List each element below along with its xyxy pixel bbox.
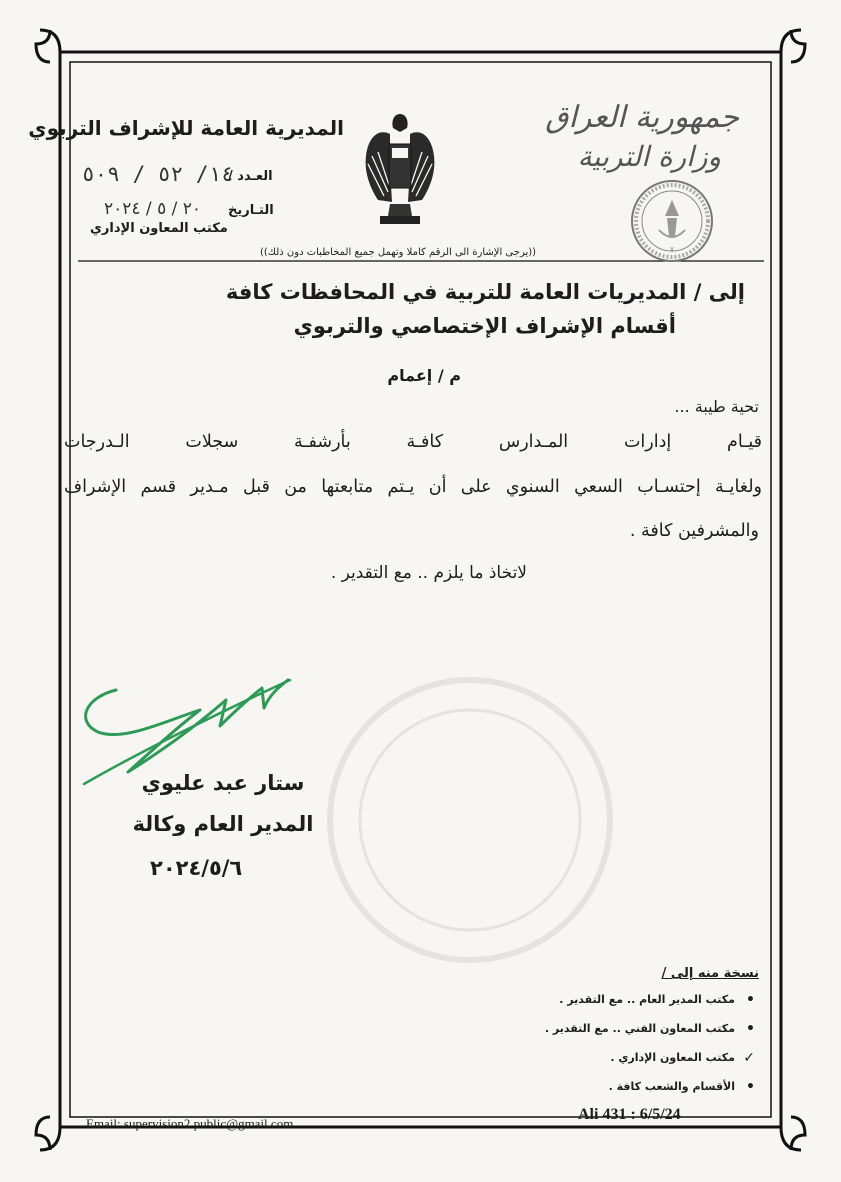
- list-item: • الأقسام والشعب كافة .: [608, 1079, 755, 1095]
- subject-line: م / إعمام: [387, 366, 461, 385]
- watermark-seal-icon: [330, 680, 610, 960]
- checkmark-icon: ✓: [743, 1050, 755, 1066]
- ministry-seal-icon: [629, 178, 715, 264]
- date-label: التـاريخ: [228, 203, 274, 218]
- body-line-2: ولغايـة إحتسـاب السعي السنوي على أن يـتم متابعتها من قبل مـدير قسم الإشراف: [64, 477, 762, 497]
- footer-reference: Ali 431 : 6/5/24: [578, 1106, 681, 1123]
- list-item: • مكتب المدير العام .. مع التقدير .: [559, 992, 755, 1008]
- directorate-title: المديرية العامة للإشراف التربوي: [28, 116, 344, 140]
- body-line-3: والمشرفين كافة .: [629, 521, 759, 541]
- copies-title: نسخة منه إلى /: [661, 966, 759, 981]
- bullet-icon: •: [746, 1021, 755, 1037]
- ministry-title: وزارة التربية: [577, 140, 721, 173]
- signer-name: ستار عبد عليوي: [141, 771, 305, 795]
- list-item: ✓ مكتب المعاون الإداري .: [610, 1050, 755, 1066]
- number-label: العـدد /: [228, 169, 273, 184]
- eagle-emblem-icon: [360, 108, 440, 230]
- signature-date: ٢٠٢٤/٥/٦: [150, 856, 243, 880]
- svg-text:٧: ٧: [669, 245, 675, 254]
- bullet-icon: •: [746, 1079, 755, 1095]
- recipient-line: إلى / المديريات العامة للتربية في المحافظات كافة: [225, 280, 745, 304]
- signer-title: المدير العام وكالة: [132, 812, 314, 836]
- bullet-icon: •: [746, 992, 755, 1008]
- list-item: • مكتب المعاون الفني .. مع التقدير .: [544, 1021, 755, 1037]
- recipient-department: أقسام الإشراف الإختصاصي والتربوي: [293, 314, 676, 338]
- greeting: تحية طيبة ...: [674, 397, 759, 416]
- closing-line: لاتخاذ ما يلزم .. مع التقدير .: [330, 563, 527, 583]
- number-value: ١٤/ ٥٢ / ٥٠٩: [82, 162, 234, 186]
- reference-note: ((يرجى الإشارة الى الرقم كاملا وتهمل جميع المخاطبات دون ذلك)): [260, 247, 537, 258]
- office-label: مكتب المعاون الإداري: [90, 221, 228, 236]
- date-value: ٢٠ / ٥ / ٢٠٢٤: [104, 199, 202, 219]
- republic-title: جمهورية العراق: [545, 100, 739, 135]
- footer-email: Email: supervision2.public@gmail.com: [86, 1116, 294, 1131]
- copies-list: [439, 990, 759, 1106]
- body-line-1: قيـام إدارات المـدارس كافـة بأرشفـة سجلات الـدرجات: [64, 432, 762, 452]
